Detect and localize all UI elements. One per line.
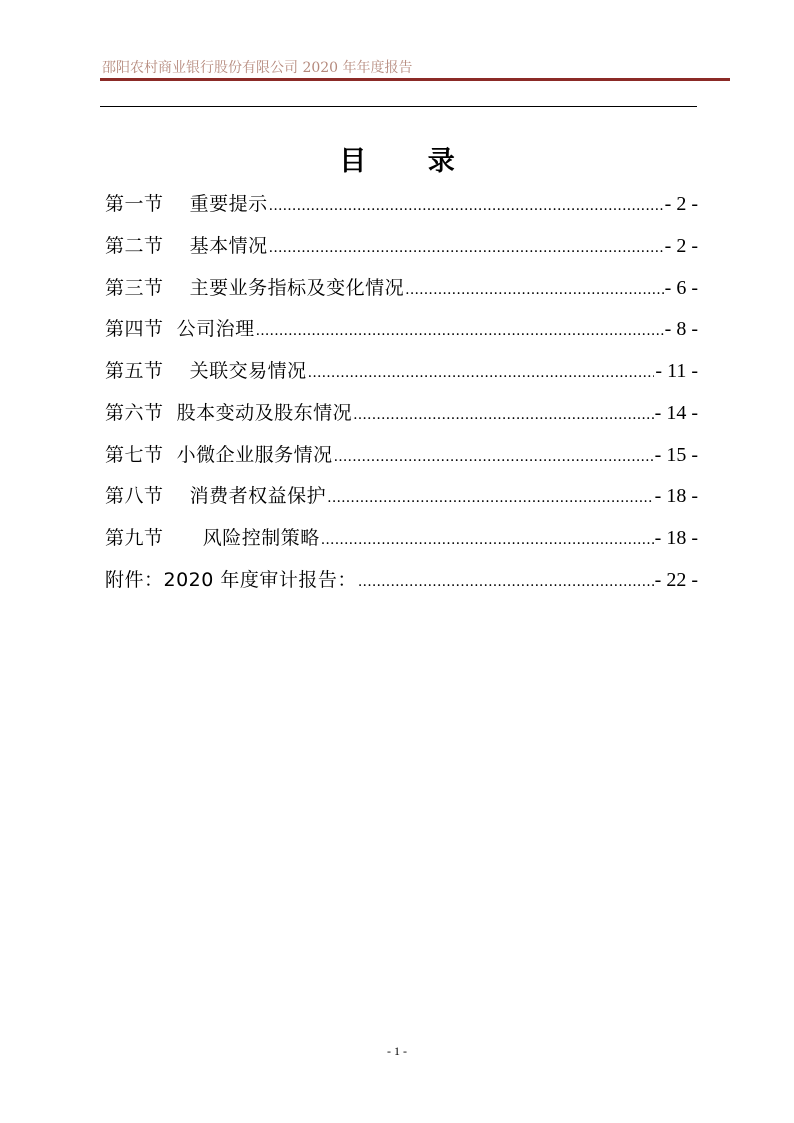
toc-entry-9[interactable] (105, 518, 698, 560)
toc-entry-page: - 8 - (664, 318, 698, 341)
toc-entry-label: 第六节 股本变动及股东情况 (105, 401, 353, 424)
toc-entry-8[interactable] (105, 476, 698, 518)
toc-entry-label: 第八节 消费者权益保护 (105, 485, 327, 508)
toc-entry-page: - 6 - (664, 276, 698, 299)
toc-entry-page: - 2 - (664, 193, 698, 215)
toc-entry-label: 第二节 基本情况 (105, 234, 268, 257)
toc-entry-label: 第四节 公司治理 (105, 318, 255, 341)
running-header: 邵阳农村商业银行股份有限公司 2020 年年度报告 (102, 60, 413, 76)
toc-entry-page: - 18 - (654, 485, 698, 508)
toc-entry-label: 附件：2020 年度审计报告： (105, 568, 357, 591)
toc-entry-3[interactable] (105, 268, 698, 310)
toc-title: 目 录 (339, 146, 481, 177)
toc-entry-label: 第七节 小微企业服务情况 (105, 443, 333, 466)
toc-entry-7[interactable] (105, 435, 698, 477)
toc-entry-page: - 14 - (654, 401, 698, 424)
toc-leader-dots (321, 520, 654, 562)
toc-leader-dots (334, 437, 654, 479)
toc-entry-label: 第五节 关联交易情况 (105, 360, 307, 382)
toc-entry-appendix[interactable] (105, 560, 698, 602)
toc-entry-label: 第一节 重要提示 (105, 193, 268, 215)
page-number: - 1 - (387, 1044, 407, 1058)
toc-entry-page: - 15 - (654, 443, 698, 466)
toc-entry-2[interactable] (105, 226, 698, 268)
toc-leader-dots (353, 395, 654, 437)
toc-leader-dots (269, 228, 664, 270)
toc-entry-label: 第九节 风险控制策略 (105, 527, 320, 549)
toc-leader-dots (405, 270, 664, 312)
toc-entry-page: - 18 - (654, 527, 698, 549)
toc-leader-dots (256, 311, 664, 353)
toc-entry-page: - 22 - (654, 568, 698, 591)
toc-leader-dots (327, 478, 654, 520)
toc-leader-dots (269, 186, 664, 228)
toc-entry-page: - 2 - (664, 234, 698, 257)
table-of-contents (105, 184, 698, 602)
toc-leader-dots (308, 353, 655, 395)
toc-leader-dots (358, 562, 654, 604)
toc-entry-page: - 11 - (655, 360, 698, 382)
toc-entry-4[interactable] (105, 309, 698, 351)
top-divider (100, 106, 697, 107)
header-divider (100, 78, 730, 81)
toc-entry-6[interactable] (105, 393, 698, 435)
toc-entry-label: 第三节 主要业务指标及变化情况 (105, 276, 405, 299)
toc-entry-1[interactable] (105, 184, 698, 226)
toc-entry-5[interactable] (105, 351, 698, 393)
